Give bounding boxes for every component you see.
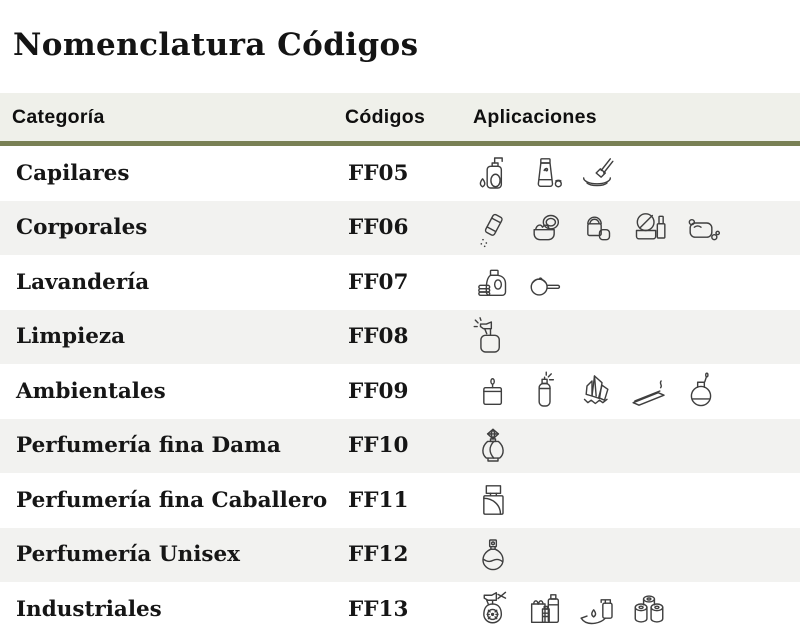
candle-icon bbox=[473, 371, 513, 411]
table-row bbox=[0, 364, 800, 419]
code-cell: FF05 bbox=[348, 160, 409, 186]
icons-cell bbox=[461, 208, 800, 248]
insecticide-spray-icon bbox=[473, 589, 513, 629]
paper-rolls-icon bbox=[629, 589, 669, 629]
icons-cell bbox=[461, 480, 800, 520]
icons-cell bbox=[461, 426, 800, 466]
spray-bottle-icon bbox=[473, 317, 513, 357]
table-row bbox=[0, 582, 800, 637]
oil-diffuser-icon bbox=[681, 371, 721, 411]
code-cell: FF10 bbox=[348, 433, 409, 459]
talc-powder-icon bbox=[473, 208, 513, 248]
category-cell: Ambientales bbox=[16, 378, 166, 404]
header-applications: Aplicaciones bbox=[473, 105, 597, 128]
icons-cell bbox=[461, 317, 800, 357]
category-cell: Industriales bbox=[16, 596, 162, 622]
header-category: Categoría bbox=[12, 105, 105, 128]
table-row bbox=[0, 146, 800, 201]
icons-cell bbox=[461, 371, 800, 411]
cologne-bottle-icon bbox=[473, 480, 513, 520]
table-row bbox=[0, 528, 800, 583]
aerosol-can-icon bbox=[525, 371, 565, 411]
table-body bbox=[0, 146, 800, 637]
table-header bbox=[0, 93, 800, 146]
table-row bbox=[0, 473, 800, 528]
table-row bbox=[0, 201, 800, 256]
crystal-icon bbox=[577, 371, 617, 411]
round-perfume-icon bbox=[473, 535, 513, 575]
plastic-bags-icon bbox=[525, 589, 565, 629]
dye-bowl-brush-icon bbox=[577, 153, 617, 193]
perfume-diamond-icon bbox=[473, 426, 513, 466]
measuring-scoop-icon bbox=[525, 262, 565, 302]
cream-tube-icon bbox=[525, 153, 565, 193]
header-codes: Códigos bbox=[345, 105, 426, 128]
table-row bbox=[0, 255, 800, 310]
pump-bottle-icon bbox=[473, 153, 513, 193]
detergent-bottle-icon bbox=[473, 262, 513, 302]
category-cell: Perfumería fina Caballero bbox=[16, 487, 328, 513]
category-cell: Perfumería Unisex bbox=[16, 542, 240, 568]
soap-bar-icon bbox=[681, 208, 721, 248]
code-cell: FF09 bbox=[348, 378, 409, 404]
category-cell: Limpieza bbox=[16, 324, 126, 350]
icons-cell bbox=[461, 535, 800, 575]
code-cell: FF08 bbox=[348, 324, 409, 350]
table-row bbox=[0, 419, 800, 474]
code-cell: FF07 bbox=[348, 269, 409, 295]
category-cell: Capilares bbox=[16, 160, 130, 186]
category-cell: Lavandería bbox=[16, 269, 150, 295]
table-row bbox=[0, 310, 800, 365]
code-cell: FF11 bbox=[348, 487, 409, 513]
code-cell: FF12 bbox=[348, 542, 409, 568]
icons-cell bbox=[461, 262, 800, 302]
cream-jar-icon bbox=[525, 208, 565, 248]
page-title: Nomenclatura Códigos bbox=[13, 27, 419, 63]
code-cell: FF06 bbox=[348, 215, 409, 241]
icons-cell bbox=[461, 589, 800, 629]
category-cell: Corporales bbox=[16, 215, 148, 241]
category-cell: Perfumería fina Dama bbox=[16, 433, 281, 459]
hand-wash-icon bbox=[577, 589, 617, 629]
code-cell: FF13 bbox=[348, 596, 409, 622]
icons-cell bbox=[461, 153, 800, 193]
roll-on-deodorant-icon bbox=[577, 208, 617, 248]
makeup-compact-icon bbox=[629, 208, 669, 248]
incense-burner-icon bbox=[629, 371, 669, 411]
